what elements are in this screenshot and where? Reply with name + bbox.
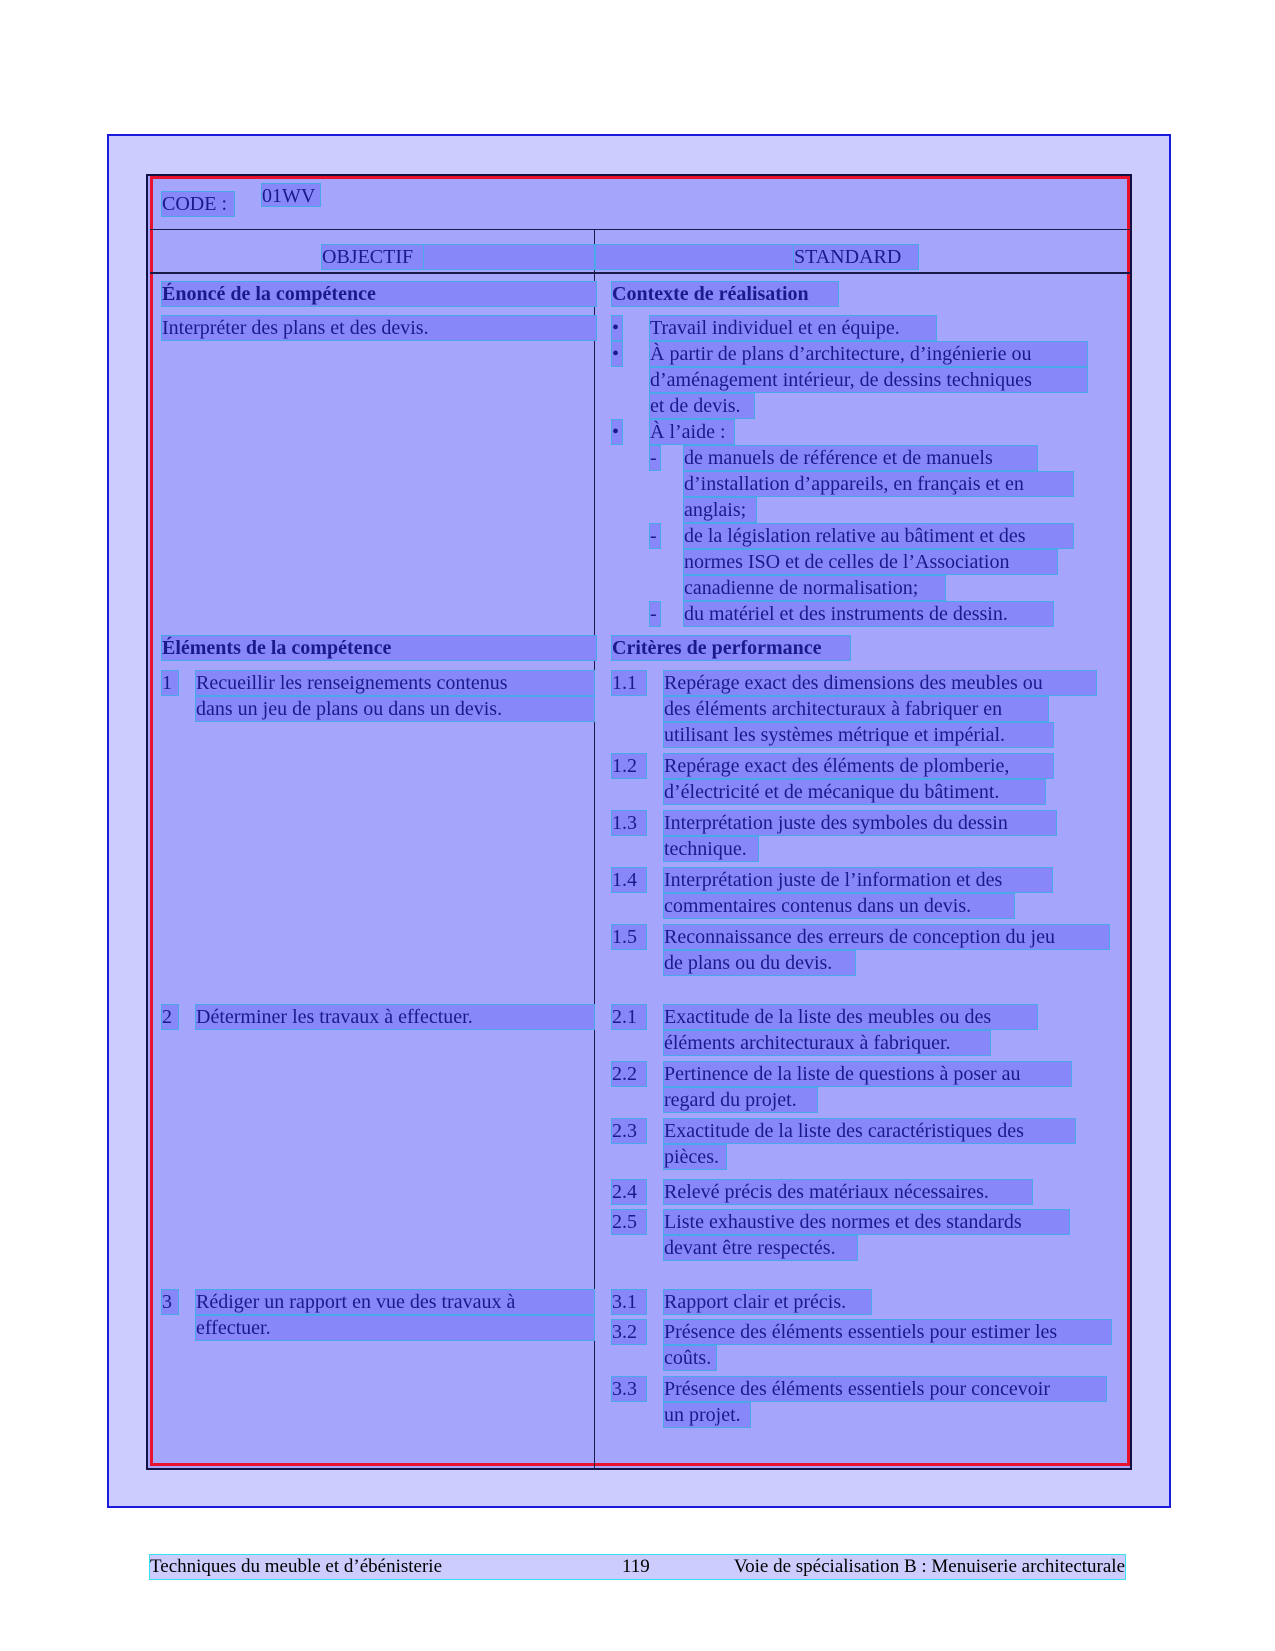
element-text-line: effectuer. <box>196 1316 594 1340</box>
critere-line: Liste exhaustive des normes et des standards <box>664 1210 1069 1234</box>
footer-right-text: Voie de spécialisation B : Menuiserie architecturale <box>733 1556 1125 1577</box>
contexte-line: Travail individuel et en équipe. <box>650 316 936 340</box>
critere-number: 3.3 <box>612 1377 646 1401</box>
column-header-divider <box>150 272 1130 274</box>
column-divider <box>594 229 595 1469</box>
critere-number: 1.2 <box>612 754 646 778</box>
element-text-line: Déterminer les travaux à effectuer. <box>196 1005 594 1029</box>
critere-line: de plans ou du devis. <box>664 951 855 975</box>
critere-line: Exactitude de la liste des caractéristiques des <box>664 1119 1075 1143</box>
critere-line: Reconnaissance des erreurs de conception du jeu <box>664 925 1109 949</box>
contexte-subline: anglais; <box>684 498 756 522</box>
element-number: 2 <box>162 1005 178 1029</box>
critere-number: 2.4 <box>612 1180 646 1204</box>
dash-icon: - <box>650 602 660 626</box>
element-number: 1 <box>162 671 178 695</box>
critere-number: 2.5 <box>612 1210 646 1234</box>
critere-line: Relevé précis des matériaux nécessaires. <box>664 1180 1032 1204</box>
critere-line: Présence des éléments essentiels pour estimer les <box>664 1320 1111 1344</box>
critere-number: 2.3 <box>612 1119 646 1143</box>
critere-line: un projet. <box>664 1403 750 1427</box>
critere-line: regard du projet. <box>664 1088 817 1112</box>
critere-line: éléments architecturaux à fabriquer. <box>664 1031 990 1055</box>
critere-line: Exactitude de la liste des meubles ou des <box>664 1005 1037 1029</box>
critere-line: des éléments architecturaux à fabriquer en <box>664 697 1048 721</box>
critere-line: Interprétation juste des symboles du dessin <box>664 811 1056 835</box>
contexte-line: À partir de plans d’architecture, d’ingénierie ou <box>650 342 1087 366</box>
critere-number: 1.1 <box>612 671 646 695</box>
critere-line: Interprétation juste de l’information et des <box>664 868 1052 892</box>
critere-number: 2.1 <box>612 1005 646 1029</box>
element-number: 3 <box>162 1290 178 1314</box>
bullet-icon: • <box>612 420 622 444</box>
critere-line: Repérage exact des dimensions des meubles ou <box>664 671 1096 695</box>
code-label: CODE : <box>162 192 234 216</box>
critere-number: 1.3 <box>612 811 646 835</box>
critere-line: pièces. <box>664 1145 726 1169</box>
dash-icon: - <box>650 446 660 470</box>
standard-header: STANDARD <box>794 245 918 269</box>
enonce-text: Interpréter des plans et des devis. <box>162 316 596 340</box>
contexte-line: À l’aide : <box>650 420 734 444</box>
objectif-header-bar <box>424 245 594 269</box>
enonce-title: Énoncé de la compétence <box>162 282 596 306</box>
critere-number: 2.2 <box>612 1062 646 1086</box>
critere-line: Pertinence de la liste de questions à poser au <box>664 1062 1071 1086</box>
footer-left-text: Techniques du meuble et d’ébénisterie <box>150 1556 443 1577</box>
element-text-line: dans un jeu de plans ou dans un devis. <box>196 697 594 721</box>
critere-number: 3.2 <box>612 1320 646 1344</box>
standard-header-bar <box>596 245 794 269</box>
element-text-line: Rédiger un rapport en vue des travaux à <box>196 1290 594 1314</box>
elements-title: Éléments de la compétence <box>162 636 596 660</box>
critere-line: commentaires contenus dans un devis. <box>664 894 1014 918</box>
contexte-title: Contexte de réalisation <box>612 282 838 306</box>
contexte-line: et de devis. <box>650 394 754 418</box>
critere-line: technique. <box>664 837 758 861</box>
critere-line: Présence des éléments essentiels pour concevoir <box>664 1377 1106 1401</box>
contexte-subline: de la législation relative au bâtiment et des <box>684 524 1073 548</box>
contexte-line: d’aménagement intérieur, de dessins techniques <box>650 368 1087 392</box>
bullet-icon: • <box>612 342 622 366</box>
critere-line: d’électricité et de mécanique du bâtiment. <box>664 780 1045 804</box>
contexte-subline: normes ISO et de celles de l’Association <box>684 550 1057 574</box>
code-value: 01WV <box>262 184 320 206</box>
objectif-header: OBJECTIF <box>322 245 424 269</box>
contexte-subline: de manuels de référence et de manuels <box>684 446 1037 470</box>
page-number: 119 <box>622 1556 650 1577</box>
critere-line: devant être respectés. <box>664 1236 857 1260</box>
critere-number: 3.1 <box>612 1290 646 1314</box>
contexte-subline: du matériel et des instruments de dessin. <box>684 602 1053 626</box>
dash-icon: - <box>650 524 660 548</box>
critere-line: coûts. <box>664 1346 716 1370</box>
critere-line: utilisant les systèmes métrique et impérial. <box>664 723 1053 747</box>
page-footer <box>150 1555 1125 1579</box>
contexte-subline: d’installation d’appareils, en français et en <box>684 472 1073 496</box>
element-text-line: Recueillir les renseignements contenus <box>196 671 594 695</box>
criteres-title: Critères de performance <box>612 636 850 660</box>
header-divider <box>150 229 1130 230</box>
critere-number: 1.5 <box>612 925 646 949</box>
bullet-icon: • <box>612 316 622 340</box>
critere-number: 1.4 <box>612 868 646 892</box>
critere-line: Repérage exact des éléments de plomberie, <box>664 754 1053 778</box>
critere-line: Rapport clair et précis. <box>664 1290 871 1314</box>
contexte-subline: canadienne de normalisation; <box>684 576 945 600</box>
